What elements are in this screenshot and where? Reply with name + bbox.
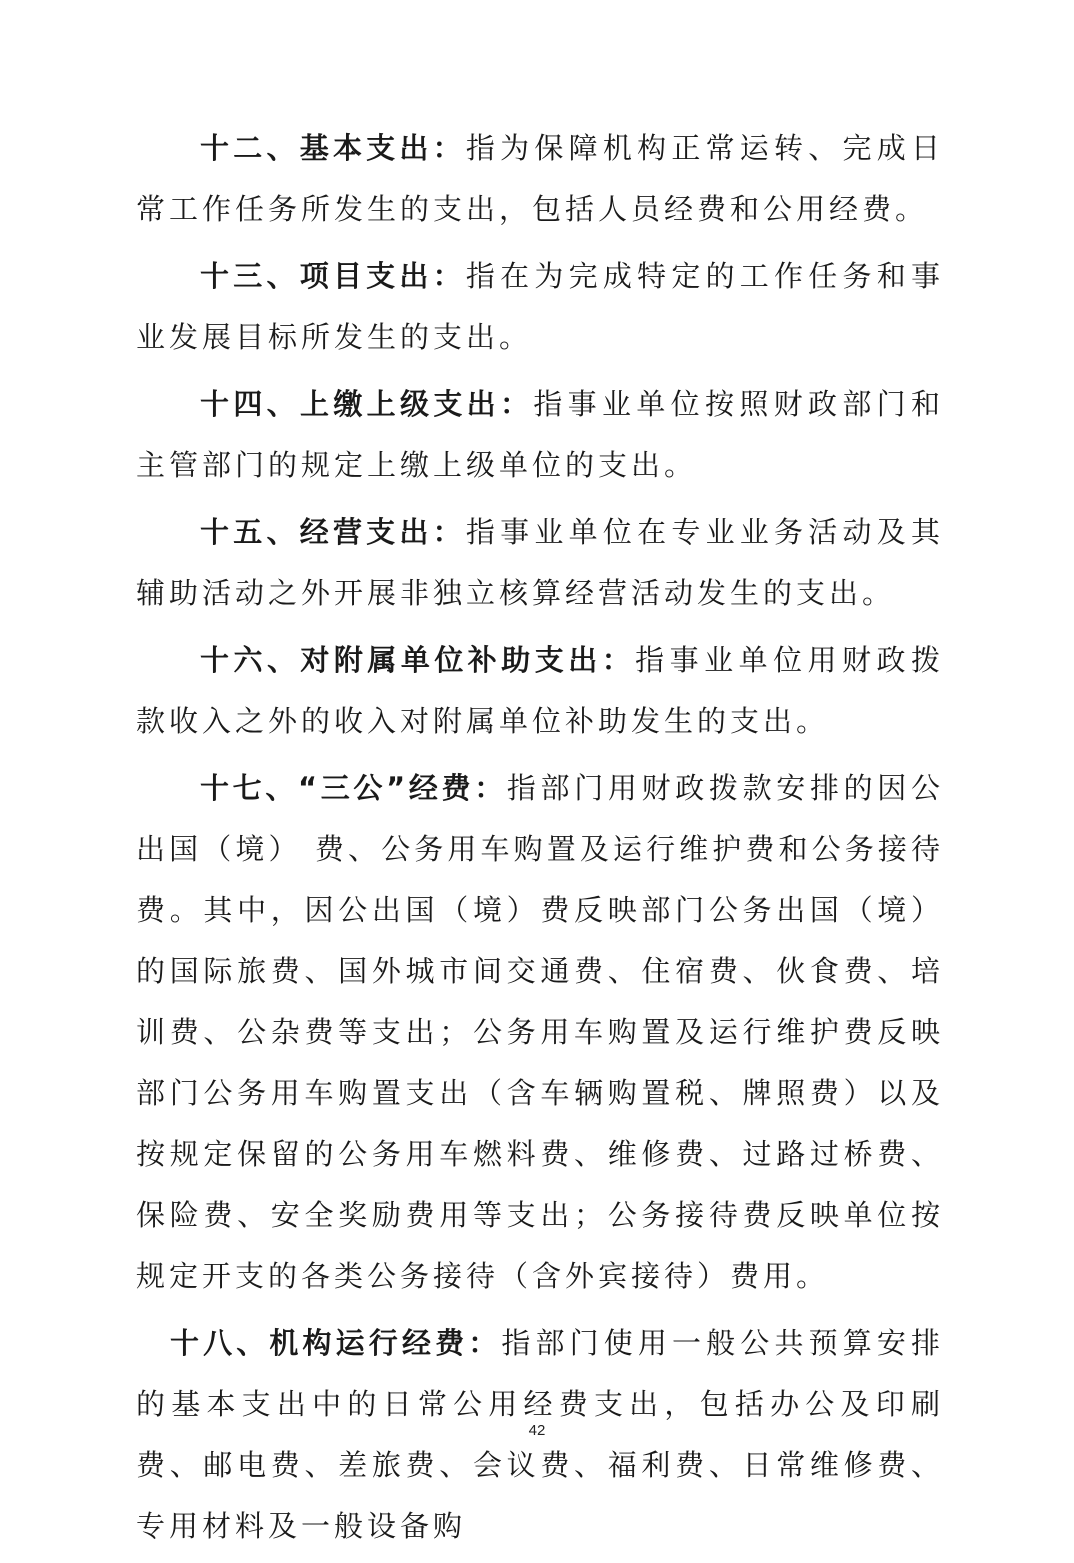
term-heading: 十六、对附属单位补助支出：: [200, 643, 636, 677]
paragraph-subsidiary-subsidy: [136, 630, 944, 752]
term-heading: 十三、项目支出：: [200, 259, 466, 293]
paragraph-basic-expenditure: [136, 118, 944, 240]
term-definition: 指事业单位用财政拨款收入之外的收入对附属单位补助发生的支出。: [136, 643, 944, 738]
term-definition: 指在为完成特定的工作任务和事业发展目标所发生的支出。: [136, 259, 944, 354]
term-heading: 十五、经营支出：: [200, 515, 466, 549]
term-heading: 十二、基本支出：: [200, 131, 466, 165]
term-definition: 指部门用财政拨款安排的因公出国（境） 费、公务用车购置及运行维护费和公务接待费。其中，因公出国（境）费反映部门公务出国（境）的国际旅费、国外城市间交通费、住宿费、伙食费、培训费、公杂费等支出；公务用车购置及运行维护费反映部门公务用车购置支出（含车辆购置税、牌照费）以及按规定保留的公务用车燃料费、维修费、过路过桥费、保险费、安全奖励费用等支出；公务接待费反映单位按规定开支的各类公务接待（含外宾接待）费用。: [136, 771, 944, 1293]
paragraph-three-public-expenses: [136, 758, 944, 1307]
term-heading: 十八、机构运行经费：: [170, 1326, 502, 1360]
page-number: 42: [528, 1422, 546, 1439]
body-text: [136, 118, 944, 1563]
term-definition: 指部门使用一般公共预算安排的基本支出中的日常公用经费支出，包括办公及印刷费、邮电费、差旅费、会议费、福利费、日常维修费、专用材料及一般设备购: [136, 1326, 944, 1543]
paragraph-project-expenditure: [136, 246, 944, 368]
term-definition: 指为保障机构正常运转、完成日常工作任务所发生的支出，包括人员经费和公用经费。: [136, 131, 944, 226]
paragraph-operating-expenditure: [136, 502, 944, 624]
term-heading: 十七、“三公”经费：: [200, 771, 507, 805]
paragraph-upper-level-payment: [136, 374, 944, 496]
term-heading: 十四、上缴上级支出：: [200, 387, 534, 421]
term-definition: 指事业单位按照财政部门和主管部门的规定上缴上级单位的支出。: [136, 387, 944, 482]
term-definition: 指事业单位在专业业务活动及其辅助活动之外开展非独立核算经营活动发生的支出。: [136, 515, 944, 610]
